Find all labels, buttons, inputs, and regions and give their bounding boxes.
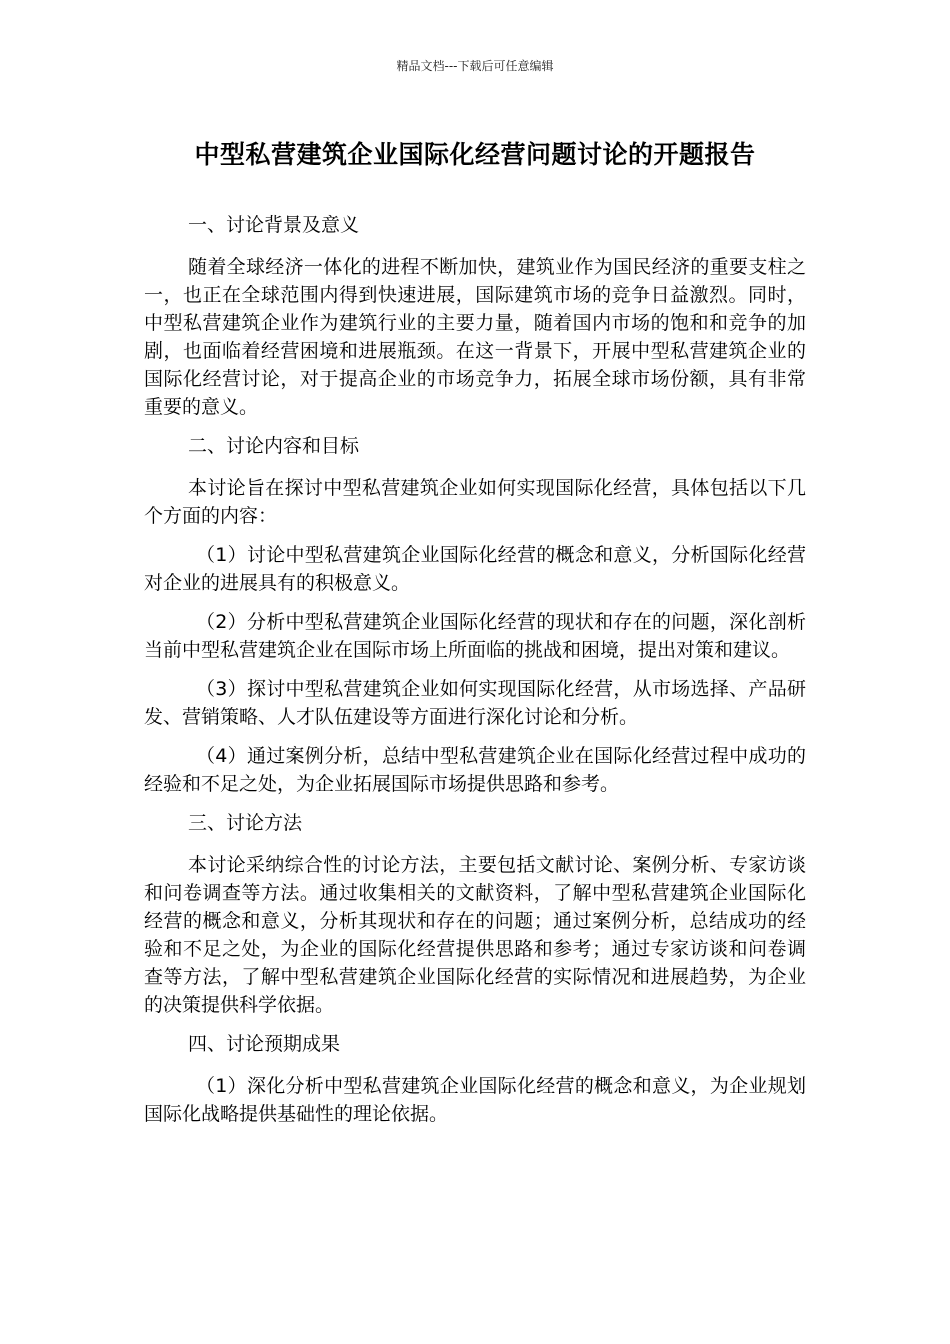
- document-body: [144, 211, 806, 1139]
- section-heading-background: 一、讨论背景及意义: [188, 214, 360, 236]
- section-heading-expected-results: 四、讨论预期成果: [188, 1033, 341, 1055]
- paragraph-methods: 本讨论采纳综合性的讨论方法，主要包括文献讨论、案例分析、专家访谈和问卷调查等方法。通过收集相关的文献资料，了解中型私营建筑企业国际化经营的概念和意义，分析其现状和存在的问题；通过案例分析，总结成功的经验和不足之处，为企业的国际化经营提供思路和参考；通过专家访谈和问卷调查等方法，了解中型私营建筑企业国际化经营的实际情况和进展趋势，为企业的决策提供科学依据。: [144, 854, 806, 1016]
- section-heading-methods: 三、讨论方法: [188, 812, 303, 834]
- list-item-content-3: （3）探讨中型私营建筑企业如何实现国际化经营，从市场选择、产品研发、营销策略、人才队伍建设等方面进行深化讨论和分析。: [144, 678, 806, 728]
- paragraph-content-intro: 本讨论旨在探讨中型私营建筑企业如何实现国际化经营，具体包括以下几个方面的内容：: [144, 477, 806, 527]
- document-title: 中型私营建筑企业国际化经营问题讨论的开题报告: [194, 140, 756, 169]
- section-heading-content-goals: 二、讨论内容和目标: [188, 435, 360, 457]
- list-item-content-1: （1）讨论中型私营建筑企业国际化经营的概念和意义，分析国际化经营对企业的进展具有的积极意义。: [144, 544, 806, 594]
- header-note: 精品文档---下载后可任意编辑: [396, 59, 554, 73]
- paragraph-background: 随着全球经济一体化的进程不断加快，建筑业作为国民经济的重要支柱之一，也正在全球范围内得到快速进展，国际建筑市场的竞争日益激烈。同时，中型私营建筑企业作为建筑行业的主要力量，随着国内市场的饱和和竞争的加剧，也面临着经营困境和进展瓶颈。在这一背景下，开展中型私营建筑企业的国际化经营讨论，对于提高企业的市场竞争力，拓展全球市场份额，具有非常重要的意义。: [144, 256, 806, 418]
- list-item-results-1: （1）深化分析中型私营建筑企业国际化经营的概念和意义，为企业规划国际化战略提供基础性的理论依据。: [144, 1075, 806, 1125]
- list-item-content-2: （2）分析中型私营建筑企业国际化经营的现状和存在的问题，深化剖析当前中型私营建筑企业在国际市场上所面临的挑战和困境，提出对策和建议。: [144, 611, 806, 661]
- list-item-content-4: （4）通过案例分析，总结中型私营建筑企业在国际化经营过程中成功的经验和不足之处，为企业拓展国际市场提供思路和参考。: [144, 745, 806, 795]
